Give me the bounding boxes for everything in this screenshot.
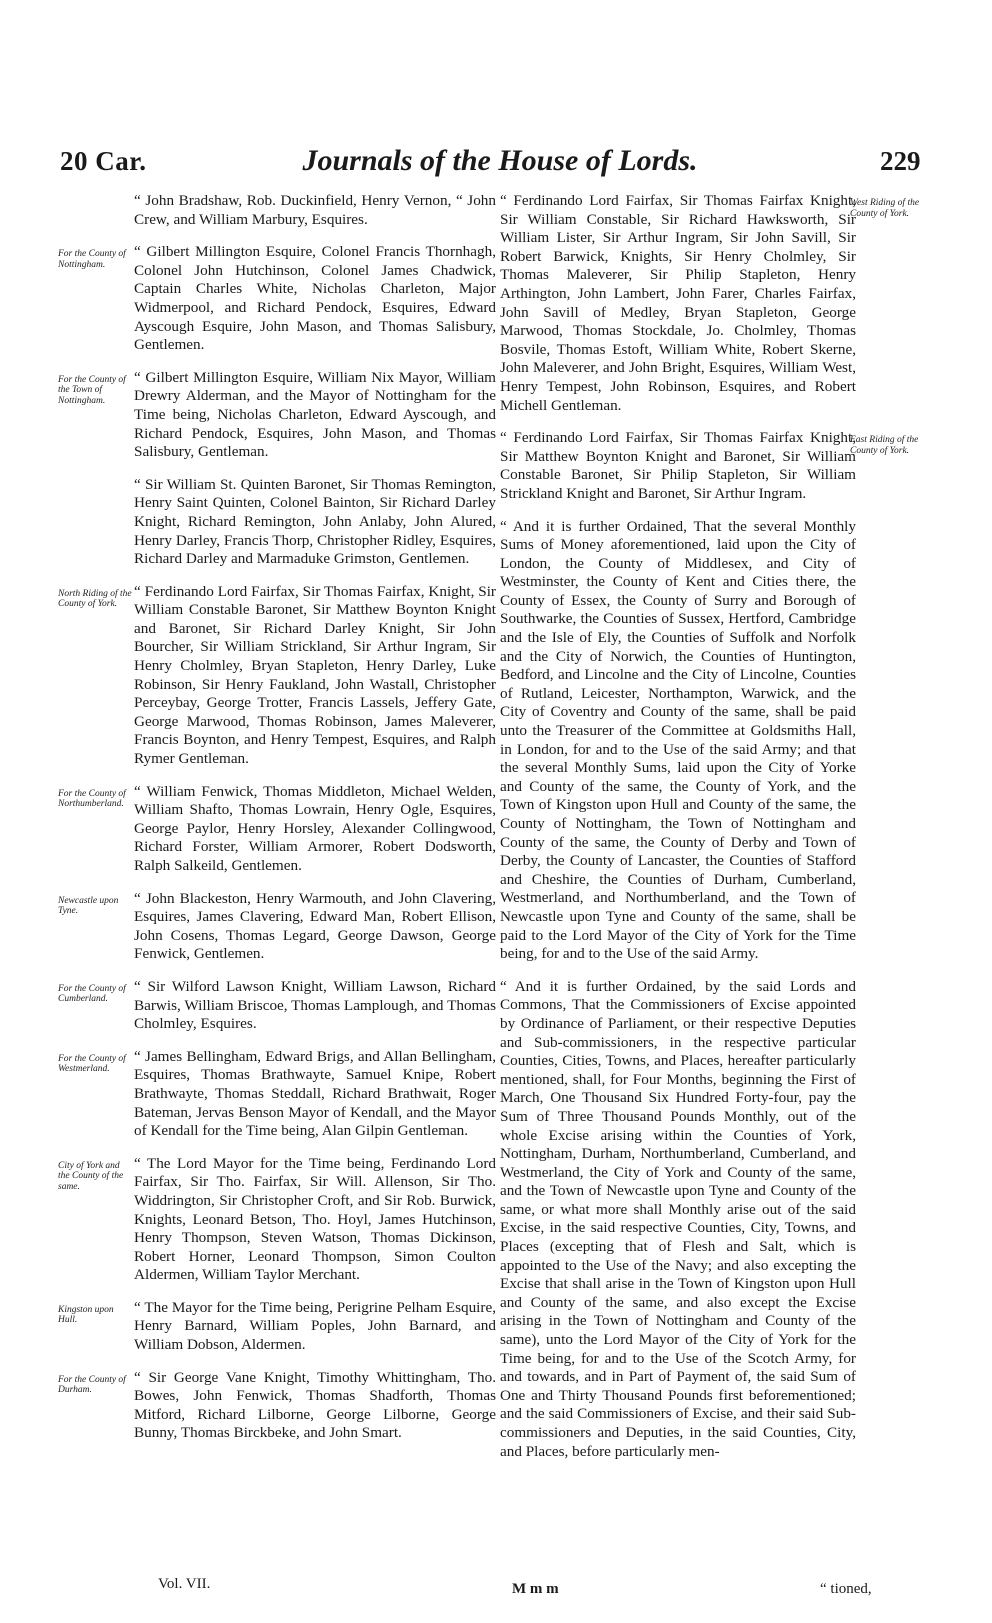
catchword: “ tioned,	[820, 1581, 872, 1597]
paragraph: “ John Bradshaw, Rob. Duckinfield, Henry Vernon, “ John Crew, and William Marbury, Esquires.	[134, 192, 496, 228]
paragraph: “ Sir Wilford Lawson Knight, William Lawson, Richard Barwis, William Briscoe, Thomas Lamplough, and Thomas Cholmley, Esquires.	[134, 977, 496, 1033]
page-number: 229	[880, 146, 921, 176]
text-entry	[58, 583, 496, 769]
margin-note: For the County of Durham.	[58, 1374, 126, 1396]
margin-note: East Riding of the County of York.	[850, 435, 919, 456]
paragraph: “ Ferdinando Lord Fairfax, Sir Thomas Fairfax Knight, Sir William Constable, Sir Richard Hawksworth, Sir William Lister, Sir Arthur Ingram, Sir John Savill, Sir Robert Barwick, Knights, Sir Henry Cholmley, Sir Thomas Maleverer, Sir Philip Stapleton, Henry Arthington, John Lambert, John Farer, Charles Fairfax, John Savill of Medley, Bryan Stapleton, George Marwood, Thomas Stockdale, Jo. Cholmley, Thomas Bosvile, Thomas Estoft, William White, Robert Skerne, John Maleverer, and John Bright, Esquires, William West, Henry Tempest, John Robinson, Esquires, and Robert Michell Gentleman.	[500, 192, 856, 414]
text-entry	[58, 476, 496, 569]
margin-note: For the County of Westmerland.	[58, 1053, 126, 1075]
margin-note: West Riding of the County of York.	[850, 198, 920, 219]
paragraph: “ John Blackeston, Henry Warmouth, and John Clavering, Esquires, James Clavering, Edward Man, Robert Ellison, John Cosens, Thomas Legard, George Dawson, George Fenwick, Gentlemen.	[134, 889, 496, 963]
paragraph: “ William Fenwick, Thomas Middleton, Michael Welden, William Shafto, Thomas Lowrain, Henry Ogle, Esquires, George Paylor, Henry Horsley, Alexander Collingwood, Richard Forster, William Armorer, Robert Dodsworth, Ralph Salkeild, Gentlemen.	[134, 782, 496, 874]
margin-note: North Riding of the County of York.	[58, 588, 132, 610]
text-entry	[58, 783, 496, 876]
running-head-regnal-year: 20 Car.	[60, 146, 147, 176]
page-header	[0, 146, 992, 186]
text-entry	[58, 1048, 496, 1141]
text-entry	[500, 192, 940, 415]
text-entry	[58, 890, 496, 964]
text-entry	[58, 243, 496, 355]
paragraph: “ Sir George Vane Knight, Timothy Whittingham, Tho. Bowes, John Fenwick, Thomas Shadforth, Thomas Mitford, Richard Lilborne, George Lilborne, George Bunny, Thomas Birckbeke, and John Smart.	[134, 1368, 496, 1442]
text-entry	[58, 1299, 496, 1355]
margin-note: City of York and the County of the same.	[58, 1160, 124, 1192]
margin-note: For the County of the Town of Nottingham.	[58, 374, 126, 406]
paragraph: “ The Mayor for the Time being, Perigrine Pelham Esquire, Henry Barnard, William Poples, John Barnard, and William Dobson, Aldermen.	[134, 1298, 496, 1354]
paragraph: “ And it is further Ordained, by the said Lords and Commons, That the Commissioners of Excise appointed by Ordinance of Parliament, or their respective Deputies and Sub-commissioners, in the respective particular Counties, Cities, Towns, and Places, hereafter particularly mentioned, shall, for Four Months, beginning the First of March, One Thousand Six Hundred Forty-four, pay the Sum of Three Thousand Pounds Monthly, out of the whole Excise arising within the Counties of York, Nottingham, Durham, Northumberland, Cumberland, and Westmerland, the City of York and County of the same, and the Town of Newcastle upon Tyne and County of the same, or what more shall Monthly arise out of the said Excise, in the said respective Counties, City, Towns, and Places (excepting that of Flesh and Salt, which is appointed to the Use of the Navy; and also excepting the Excise that shall arise in the Town of Kingston upon Hull and County of the same, and also except the Excise arising in the Town of Nottingham and County of the same), unto the Lord Mayor of the City of York for the Time being, for and to the Use of the Scotch Army, for and towards, and in Part of Payment of, the said Sum of One and Thirty Thousand Pounds first beforementioned; and the said Commissioners of Excise, and their said Sub-commissioners and Deputies, in the said Counties, City, and Places, before particularly men-	[500, 977, 856, 1460]
text-entry	[58, 978, 496, 1034]
volume-label: Vol. VII.	[158, 1576, 211, 1592]
paragraph: “ Gilbert Millington Esquire, William Nix Mayor, William Drewry Alderman, and the Mayor of Nottingham for the Time being, Nicholas Charleton, Edward Ayscough, and Richard Pendock, Esquires, John Mason, and Thomas Salisbury, Gentleman.	[134, 368, 496, 461]
text-entry	[58, 1155, 496, 1285]
text-entry	[58, 369, 496, 462]
text-entry	[500, 518, 940, 964]
margin-note: For the County of Nottingham.	[58, 249, 126, 270]
text-entry	[500, 429, 940, 503]
paragraph: “ Ferdinando Lord Fairfax, Sir Thomas Fairfax Knight, Sir Matthew Boynton Knight and Baronet, Sir William Constable Baronet, Sir Philip Stapleton, Sir William Strickland Knight and Baronet, Sir Arthur Ingram.	[500, 429, 856, 502]
paragraph: “ Sir William St. Quinten Baronet, Sir Thomas Remington, Henry Saint Quinten, Colonel Bainton, Sir Richard Darley Knight, Richard Remington, John Anlaby, John Alured, Henry Darley, Francis Thorp, Christopher Ridley, Esquires, Richard Darley and Marmaduke Grimston, Gentlemen.	[134, 475, 496, 568]
signature-mark: M m m	[512, 1581, 559, 1597]
paragraph: “ Ferdinando Lord Fairfax, Sir Thomas Fairfax, Knight, Sir William Constable Baronet, Sir Matthew Boynton Knight and Baronet, Sir Richard Darley Knight, Sir John Bourcher, Sir William Strickland, Sir Arthur Ingram, Sir Henry Cholmley, Bryan Stapleton, Henry Darley, Luke Robinson, Sir Henry Faukland, John Wastall, Christopher Perceybay, George Trotter, Francis Lassels, Jeffery Gate, George Marwood, Thomas Robinson, James Maleverer, Francis Boynton, and Henry Tempest, Esquires, and Ralph Rymer Gentleman.	[134, 582, 496, 768]
text-entry	[500, 978, 940, 1461]
margin-note: For the County of Northumberland.	[58, 788, 126, 810]
running-head-title: Journals of the House of Lords.	[302, 144, 698, 177]
paragraph: “ Gilbert Millington Esquire, Colonel Francis Thornhagh, Colonel John Hutchinson, Colonel James Chadwick, Captain Charles White, Nicholas Charleton, Major Widmerpool, and Richard Pendock, Esquires, Edward Ayscough Esquire, John Mason, and Thomas Salisbury, Gentlemen.	[134, 243, 496, 354]
left-column	[58, 192, 496, 1457]
paragraph: “ The Lord Mayor for the Time being, Ferdinando Lord Fairfax, Sir Tho. Fairfax, Sir Will. Allenson, Sir Tho. Widdrington, Sir Christopher Croft, and Sir Rob. Burwick, Knights, Leonard Betson, Tho. Hoyl, James Hutchinson, Henry Thompson, Steven Watson, Thomas Dickinson, Robert Horner, Leonard Thompson, Simon Coulton Aldermen, William Taylor Merchant.	[134, 1154, 496, 1284]
margin-note: Kingston upon Hull.	[58, 1304, 114, 1326]
right-column	[500, 192, 940, 1475]
text-entry	[58, 192, 496, 229]
paragraph: “ And it is further Ordained, That the several Monthly Sums of Money aforementioned, laid upon the City of London, the County of Middlesex, and City of Westminster, the County of Kent and Cities there, the County of Essex, the County of Surry and Borough of Southwarke, the Counties of Sussex, Hertford, Cambridge and the Isle of Ely, the Counties of Suffolk and Norfolk and the City of Norwich, the Counties of Huntington, Bedford, and Lincolne and the City of Lincolne, Counties of Rutland, Leicester, Northampton, Warwick, and the City of Coventry and County of the same, shall be paid unto the Treasurer of the Committee at Goldsmiths Hall, in London, for and to the Use of the said Army; and that the several Monthly Sums, laid upon the City of Yorke and County of the same, the County of York, and the Town of Kingston upon Hull and County of the same, the County of Nottingham, the Town of Nottingham and County of the same, the County of Derby and Town of Derby, the County of Lancaster, the Counties of Stafford and Cheshire, the Counties of Durham, Cumberland, Westmerland, and Northumberland, and the Town of Newcastle upon Tyne and County of the same, shall be paid to the Lord Mayor of the City of York for the Time being, for and to the Use of the said Army.	[500, 517, 856, 963]
text-entry	[58, 1369, 496, 1443]
margin-note: For the County of Cumberland.	[58, 983, 126, 1005]
paragraph: “ James Bellingham, Edward Brigs, and Allan Bellingham, Esquires, Thomas Brathwayte, Samuel Knipe, Robert Brathwayte, Thomas Steddall, Richard Brathwait, Roger Bateman, Jervas Benson Mayor of Kendall, and the Mayor of Kendall for the Time being, Alan Gilpin Gentleman.	[134, 1047, 496, 1140]
margin-note: Newcastle upon Tyne.	[58, 895, 119, 917]
